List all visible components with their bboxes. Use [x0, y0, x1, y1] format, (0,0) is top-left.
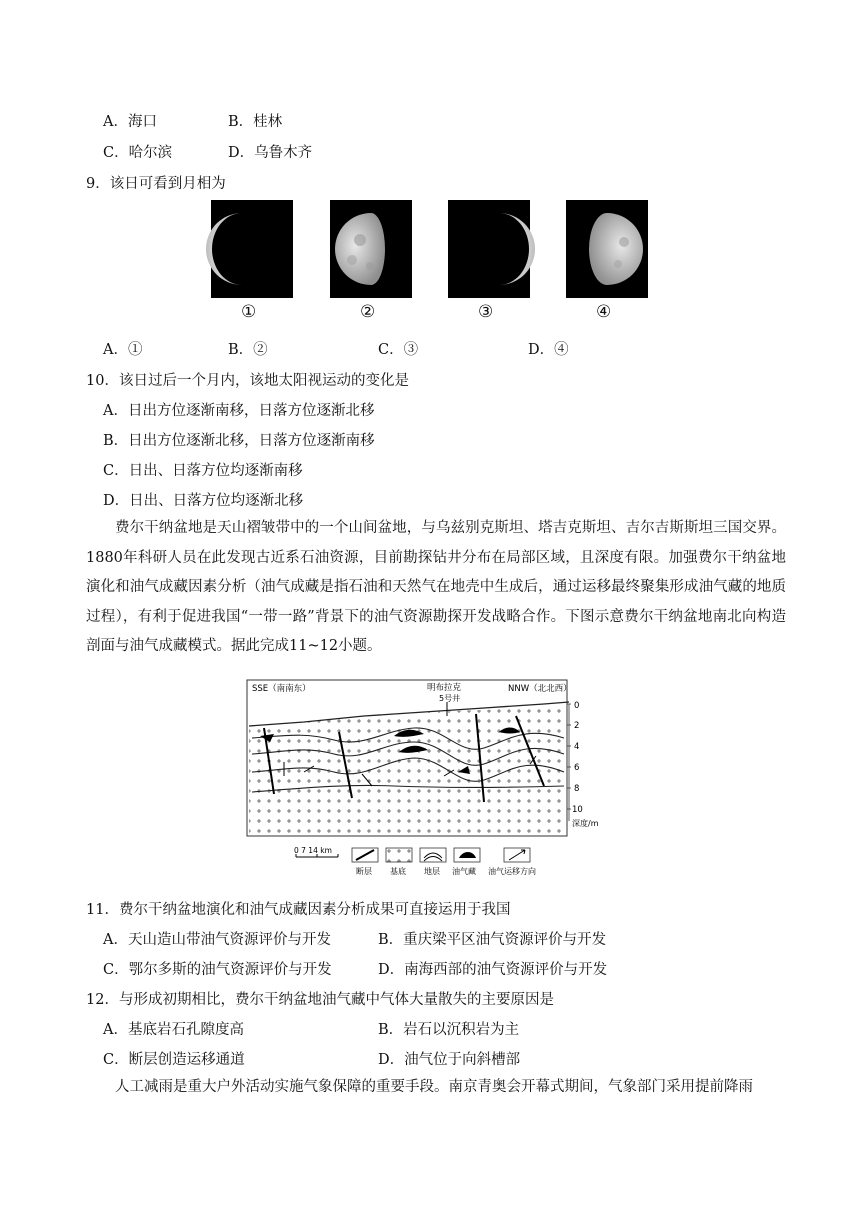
depth-tick-4: 4 — [574, 742, 580, 752]
q12-option-a: A．基底岩石孔隙度高 — [103, 1022, 244, 1038]
q12-option-d: D．油气位于向斜槽部 — [378, 1052, 521, 1068]
q10-stem: 10．该日过后一个月内，该地太阳视运动的变化是 — [86, 373, 409, 389]
q10-option-a: A．日出方位逐渐南移，日落方位逐渐北移 — [103, 403, 375, 419]
figure-well-label-2: 5号井 — [439, 694, 461, 703]
q12-option-c: C．断层创造运移通道 — [103, 1052, 245, 1068]
depth-tick-6: 6 — [574, 763, 580, 773]
q11-stem: 11．费尔干纳盆地演化和油气成藏因素分析成果可直接运用于我国 — [86, 902, 511, 918]
q9-option-a: A．① — [103, 342, 143, 358]
q11-option-b: B．重庆梁平区油气资源评价与开发 — [378, 932, 607, 948]
figure-right-label: NNW（北北西） — [508, 684, 572, 694]
legend-fault: 断层 — [356, 867, 372, 876]
q9-option-b: B．② — [228, 342, 268, 358]
q12-option-b: B．岩石以沉积岩为主 — [378, 1022, 520, 1038]
q9-option-d: D．④ — [528, 342, 569, 358]
depth-unit: 深度/m — [572, 819, 599, 828]
q12-stem: 12．与形成初期相比，费尔干纳盆地油气藏中气体大量散失的主要原因是 — [86, 992, 554, 1008]
q8-option-a: A．海口 — [103, 114, 157, 130]
scale-label: 0 7 14 km — [294, 846, 332, 855]
q8-option-d: D．乌鲁木齐 — [228, 145, 313, 161]
depth-tick-0: 0 — [574, 701, 580, 711]
legend-migration: 油气运移方向 — [488, 867, 536, 876]
q8-option-b: B．桂林 — [228, 114, 283, 130]
passage-ferghana: 费尔干纳盆地是天山褶皱带中的一个山间盆地，与乌兹别克斯坦、塔吉克斯坦、吉尔吉斯斯坦三国交界。1880年科研人员在此发现古近系石油资源，目前勘探钻井分布在局部区域，且深度有限。加强费尔干纳盆地演化和油气成藏因素分析（油气成藏是指石油和天然气在地壳中生成后，通过运移最终聚集形成油气藏的地质过程），有利于促进我国“一带一路”背景下的油气资源勘探开发战略合作。下图示意费尔干纳盆地南北向构造剖面与油气成藏模式。据此完成11~12小题。 — [86, 520, 786, 654]
cross-section-figure — [244, 676, 599, 886]
moon-label-3: ③ — [478, 302, 494, 322]
q10-option-d: D．日出、日落方位均逐渐北移 — [103, 493, 304, 509]
q9-stem: 9．该日可看到月相为 — [86, 176, 226, 192]
legend-strata: 地层 — [424, 867, 440, 876]
q10-option-b: B．日出方位逐渐北移，日落方位逐渐南移 — [103, 433, 375, 449]
q11-option-d: D．南海西部的油气资源评价与开发 — [378, 962, 608, 978]
q9-option-c: C．③ — [378, 342, 419, 358]
moon-label-2: ② — [360, 302, 376, 322]
figure-left-label: SSE（南南东） — [252, 684, 311, 694]
depth-tick-10: 10 — [572, 805, 583, 815]
moon-phase-4-image — [566, 200, 648, 298]
moon-phase-3-image — [448, 200, 530, 298]
moon-label-1: ① — [241, 302, 257, 322]
q10-option-c: C．日出、日落方位均逐渐南移 — [103, 463, 303, 479]
depth-tick-2: 2 — [574, 721, 580, 731]
q11-option-a: A．天山造山带油气资源评价与开发 — [103, 932, 331, 948]
moon-phase-2-image — [330, 200, 412, 298]
legend-basement: 基底 — [390, 867, 406, 876]
moon-label-4: ④ — [596, 302, 612, 322]
passage-artificial-rain: 人工减雨是重大户外活动实施气象保障的重要手段。南京青奥会开幕式期间，气象部门采用提前降雨 — [115, 1079, 753, 1095]
figure-well-label-1: 明布拉克 — [427, 683, 462, 693]
depth-tick-8: 8 — [574, 784, 580, 794]
q11-option-c: C．鄂尔多斯的油气资源评价与开发 — [103, 962, 332, 978]
moon-phase-1-image — [211, 200, 293, 298]
q8-option-c: C．哈尔滨 — [103, 145, 173, 161]
legend-reservoir: 油气藏 — [452, 867, 476, 876]
